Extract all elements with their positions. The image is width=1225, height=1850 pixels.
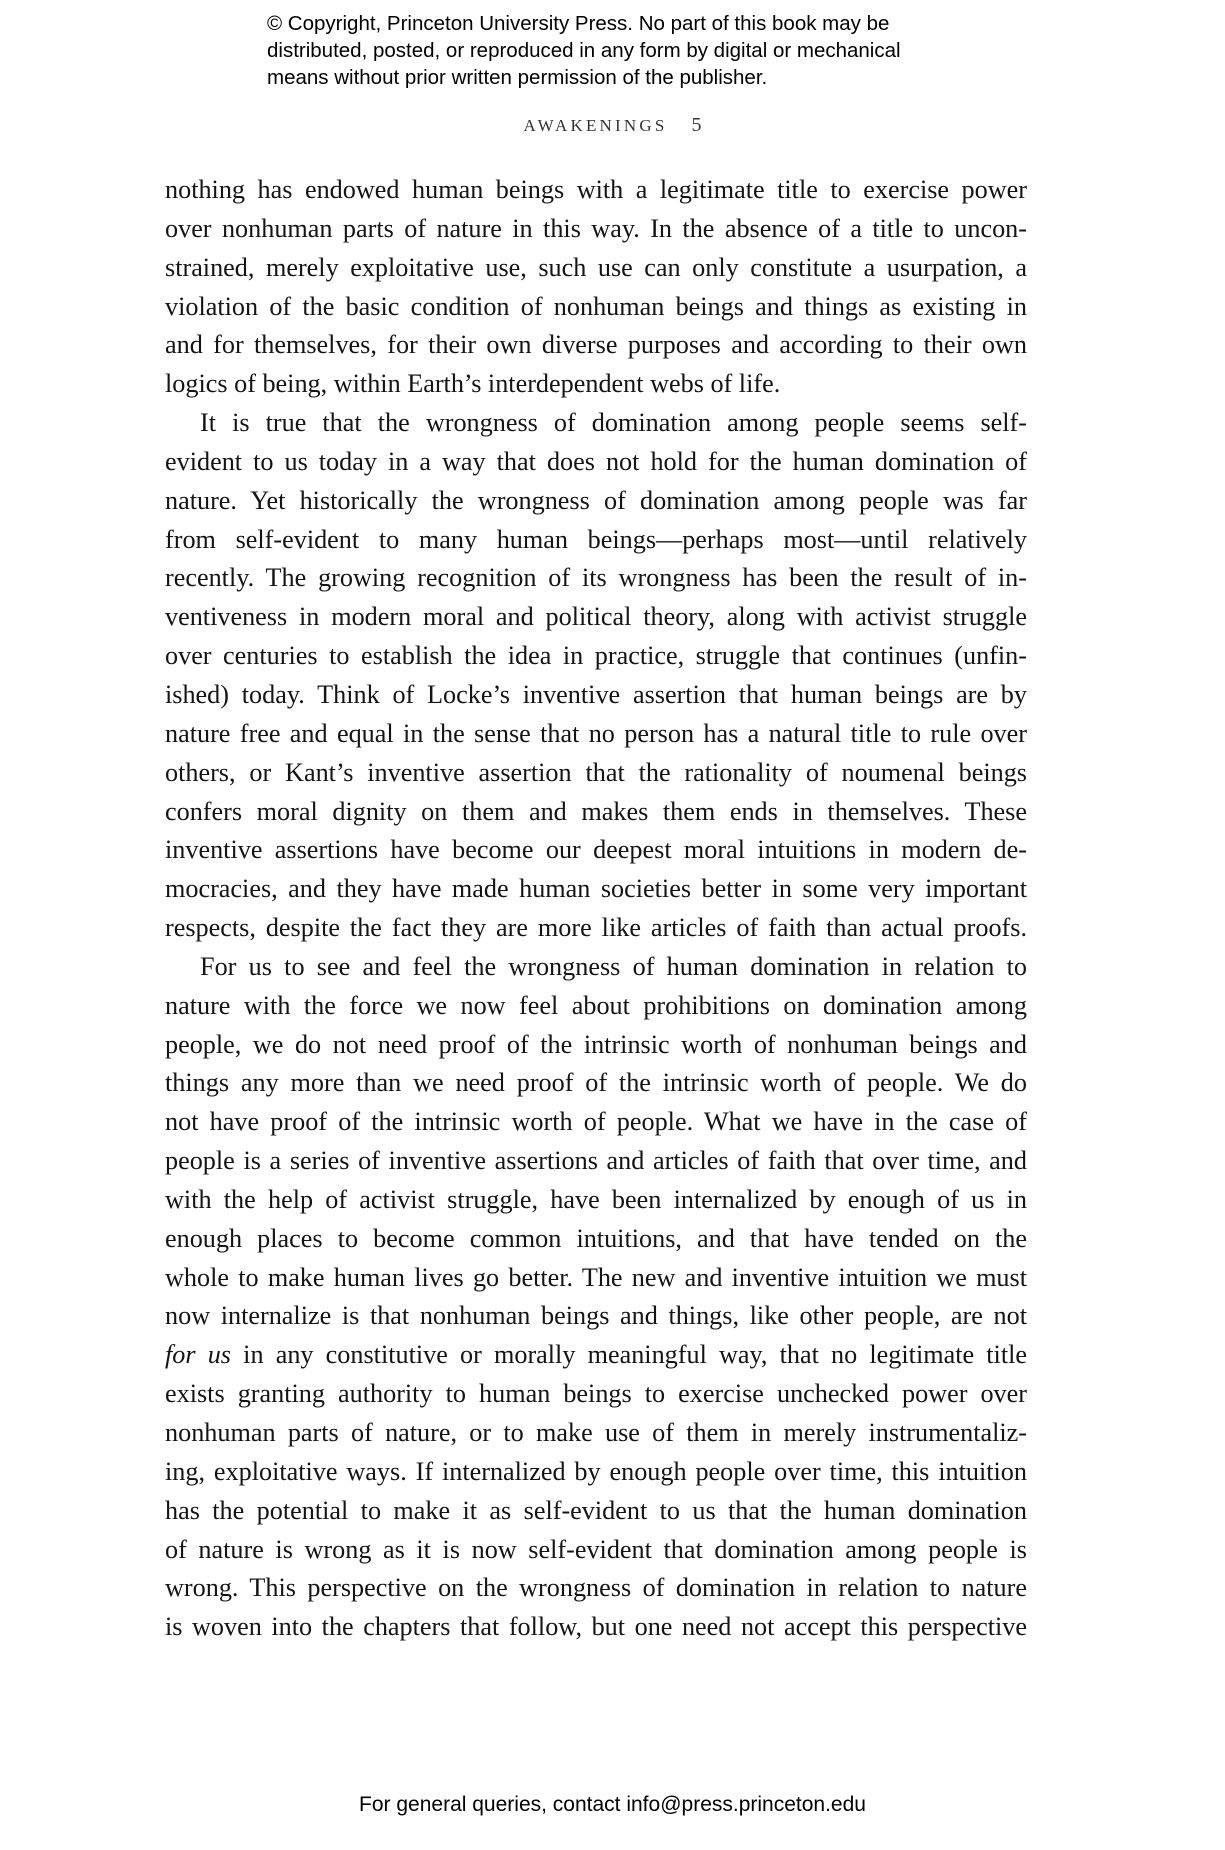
text-line-rest: in any constitutive or morally meaningful way, that no legitimate title [243,1340,1027,1370]
text-line: violation of the basic condition of nonhuman beings and things as existing in [165,291,1027,321]
text-line: things any more than we need proof of the intrinsic worth of people. We do [165,1068,1027,1098]
text-line: enough places to become common intuitions, and that have tended on the [165,1223,1027,1253]
text-line-italic [165,1336,1027,1375]
text-line: ventiveness in modern moral and political theory, along with activist struggle [165,602,1027,632]
footer-contact [0,1793,1225,1817]
text-line: with the help of activist struggle, have been internalized by enough of us in [165,1184,1027,1214]
text-line: strained, merely exploitative use, such use can only constitute a usurpation, a [165,252,1027,282]
text-line: over centuries to establish the idea in practice, struggle that continues (unfin- [165,641,1027,671]
text-line: has the potential to make it as self-evident to us that the human domination [165,1495,1027,1525]
text-line: nonhuman parts of nature, or to make use of them in merely instrumentaliz- [165,1418,1027,1447]
text-line: others, or Kant’s inventive assertion that the rationality of noumenal beings [165,757,1027,787]
page-number: 5 [691,114,702,136]
text-line: of nature is wrong as it is now self-evident that domination among people is [165,1534,1027,1564]
text-line: nature. Yet historically the wrongness of domination among people was far [165,485,1027,515]
text-line: now internalize is that nonhuman beings and things, like other people, are not [165,1301,1027,1331]
italic-phrase: for us [165,1340,232,1370]
text-line: ing, exploitative ways. If internalized by enough people over time, this intuition [165,1456,1027,1486]
body-text [165,171,1027,1647]
copyright-line: distributed, posted, or reproduced in any form by digital or mechanical [267,39,901,62]
text-line: respects, despite the fact they are more like articles of faith than actual proofs. [165,913,1027,943]
text-line: nothing has endowed human beings with a legitimate title to exercise power [165,175,1027,204]
text-line: evident to us today in a way that does not hold for the human domination of [165,446,1027,476]
text-line: people, we do not need proof of the intrinsic worth of nonhuman beings and [165,1029,1027,1059]
text-line: whole to make human lives go better. The new and inventive intuition we must [165,1262,1027,1292]
text-line: over nonhuman parts of nature in this way. In the absence of a title to uncon- [165,213,1027,243]
text-line: nature with the force we now feel about prohibitions on domination among [165,990,1027,1020]
text-line: not have proof of the intrinsic worth of people. What we have in the case of [165,1107,1027,1137]
text-line: and for themselves, for their own diverse purposes and according to their own [165,330,1027,360]
text-line: recently. The growing recognition of its wrongness has been the result of in- [165,563,1027,593]
text-line: For us to see and feel the wrongness of human domination in relation to [200,951,1027,981]
text-line: exists granting authority to human beings to exercise unchecked power over [165,1379,1027,1409]
copyright-notice [267,10,987,91]
text-line: people is a series of inventive assertions and articles of faith that over time, and [165,1146,1027,1176]
text-line: mocracies, and they have made human societies better in some very important [165,874,1027,904]
copyright-line: © Copyright, Princeton University Press. No part of this book may be [267,12,890,35]
text-line: confers moral dignity on them and makes them ends in themselves. These [165,796,1027,826]
copyright-line: means without prior written permission of the publisher. [267,66,768,89]
running-head-title: AWAKENINGS [523,116,668,135]
text-line: is woven into the chapters that follow, but one need not accept this perspective [165,1612,1027,1642]
text-line: It is true that the wrongness of domination among people seems self- [200,408,1027,438]
text-line: nature free and equal in the sense that no person has a natural title to rule over [165,718,1027,748]
running-head [0,114,1225,137]
text-line: inventive assertions have become our deepest moral intuitions in modern de- [165,835,1027,865]
footer-text: For general queries, contact info@press.princeton.edu [359,1793,866,1816]
text-line: logics of being, within Earth’s interdependent webs of life. [165,369,781,399]
text-line: from self-evident to many human beings—perhaps most—until relatively [165,524,1027,554]
text-line: wrong. This perspective on the wrongness of domination in relation to nature [165,1573,1027,1603]
text-line: ished) today. Think of Locke’s inventive assertion that human beings are by [165,679,1027,709]
